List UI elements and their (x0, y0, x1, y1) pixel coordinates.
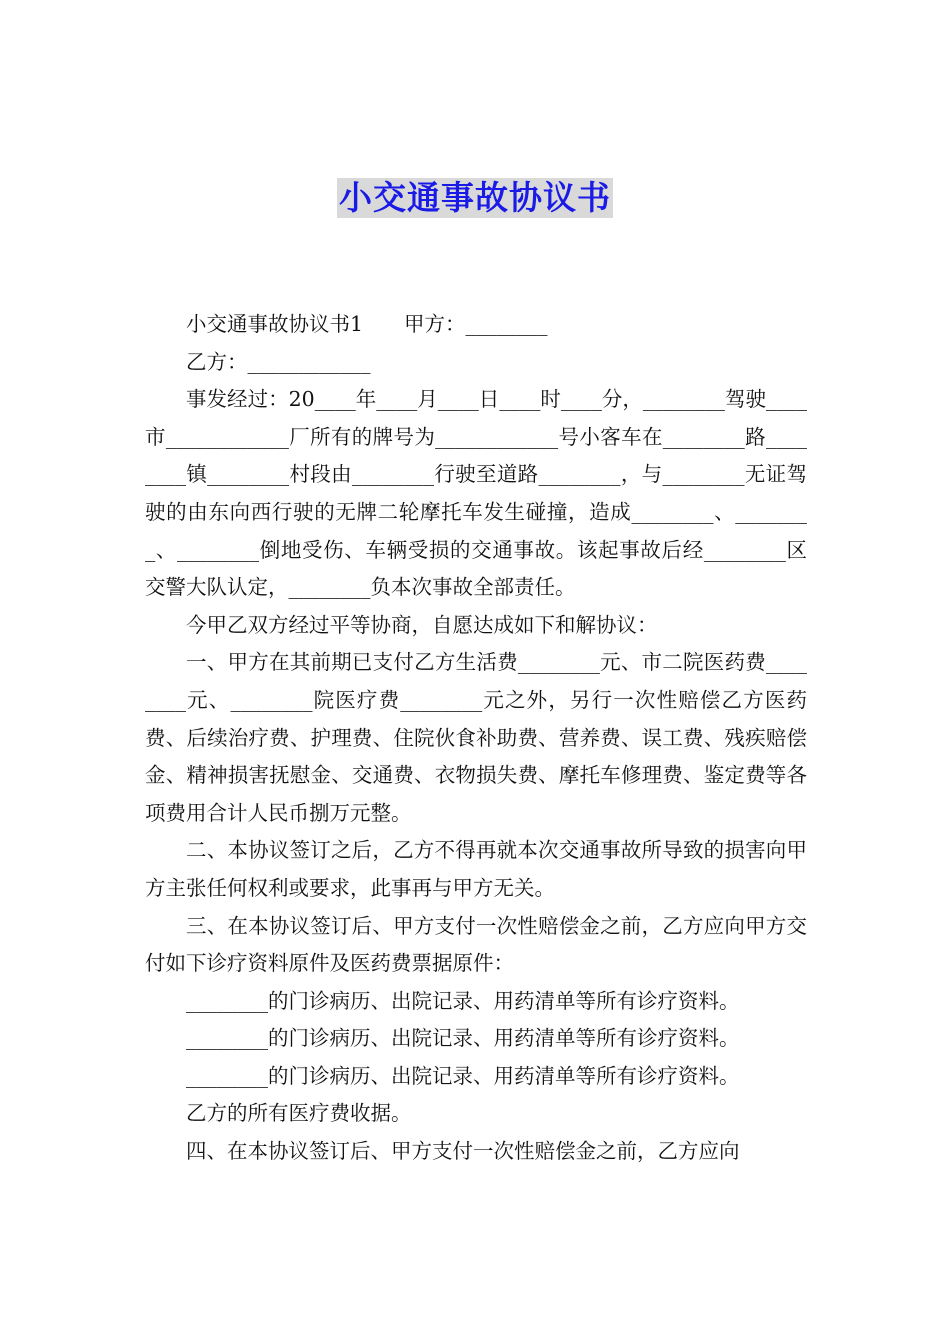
paragraph-records-2: ________的门诊病历、出院记录、用药清单等所有诊疗资料。 (186, 1026, 740, 1051)
paragraph-agreement-intro: 今甲乙双方经过平等协商，自愿达成如下和解协议： (186, 612, 658, 637)
paragraph-receipts: 乙方的所有医疗费收据。 (186, 1101, 412, 1126)
paragraph-clause-2: 二、本协议签订之后，乙方不得再就本次交通事故所导致的损害向甲方主张任何权利或要求，此事再与甲方无关。 (145, 838, 807, 900)
paragraph-records-1: ________的门诊病历、出院记录、用药清单等所有诊疗资料。 (186, 988, 740, 1013)
paragraph-party-b: 乙方：____________ (186, 349, 371, 374)
paragraph-clause-4: 四、在本协议签订后、甲方支付一次性赔偿金之前，乙方应向 (186, 1139, 740, 1164)
paragraph-records-3: ________的门诊病历、出院记录、用药清单等所有诊疗资料。 (186, 1063, 740, 1088)
title-wrap (0, 178, 950, 218)
paragraph-opening: 小交通事故协议书1 甲方：________ (186, 312, 548, 336)
paragraph-clause-1: 一、甲方在其前期已支付乙方生活费________元、市二院医药费________元、________院医疗费________元之外，另行一次性赔偿乙方医药费、后续治疗费、护理费、住院伙食补助费、营养费、误工费、残疾赔偿金、精神损害抚慰金、交通费、衣物损失费、摩托车修理费、鉴定费等各项费用合计人民币捌万元整。 (145, 650, 807, 825)
document-title: 小交通事故协议书 (339, 178, 611, 217)
document-body (145, 306, 807, 1171)
paragraph-incident: 事发经过：20____年____月____日____时____分，________驾驶____市____________厂所有的牌号为____________号小客车在________路________镇________村段由________行驶至道路________，与________无证驾驶的由东向西行驶的无牌二轮摩托车发生碰撞，造成________、________、________倒地受伤、车辆受损的交通事故。该起事故后经________区交警大队认定，________负本次事故全部责任。 (145, 387, 807, 600)
paragraph-clause-3: 三、在本协议签订后、甲方支付一次性赔偿金之前，乙方应向甲方交付如下诊疗资料原件及医药费票据原件： (145, 913, 807, 976)
